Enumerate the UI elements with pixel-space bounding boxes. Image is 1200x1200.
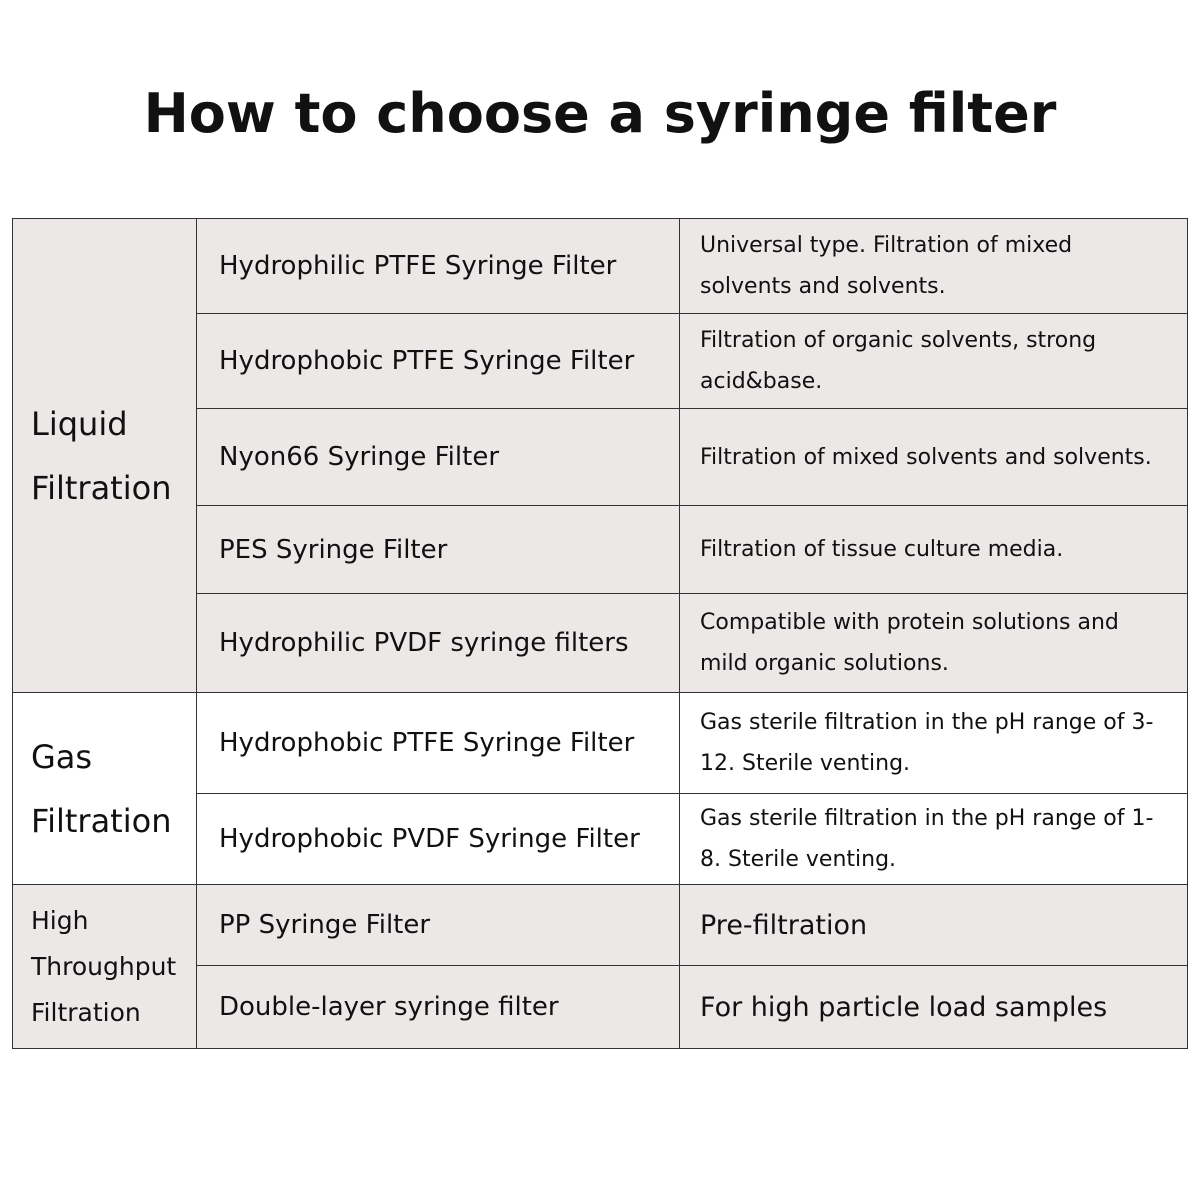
category-gas (12, 692, 197, 885)
filter-description: Compatible with protein solutions and mild organic solutions. (700, 610, 1119, 676)
filter-description-cell (679, 884, 1188, 966)
filter-name: Double-layer syringe filter (219, 992, 559, 1022)
filter-description-cell (679, 505, 1188, 594)
filter-name-cell (196, 965, 680, 1049)
filter-description-cell (679, 593, 1188, 693)
filter-description: Pre-filtration (700, 909, 868, 941)
filter-description: Filtration of mixed solvents and solvents. (700, 444, 1152, 470)
filter-name-cell (196, 793, 680, 885)
filter-description: Filtration of tissue culture media. (700, 537, 1064, 562)
filter-name-cell (196, 593, 680, 693)
filter-name-cell (196, 313, 680, 409)
filter-name-cell (196, 408, 680, 506)
filter-name-cell (196, 218, 680, 314)
filter-name: PP Syringe Filter (219, 910, 431, 940)
page-title: How to choose a syringe filter (143, 82, 1057, 145)
filter-name: Hydrophilic PVDF syringe filters (219, 628, 629, 658)
filter-name-cell (196, 505, 680, 594)
filter-name: Nyon66 Syringe Filter (219, 442, 500, 472)
filter-description: Universal type. Filtration of mixed solvents and solvents. (700, 233, 1073, 299)
filter-name: Hydrophobic PTFE Syringe Filter (219, 728, 635, 758)
filter-name: PES Syringe Filter (219, 534, 448, 565)
filter-description: Gas sterile filtration in the pH range of 3-12. Sterile venting. (700, 710, 1154, 776)
filter-description-cell (679, 408, 1188, 506)
filter-description: Gas sterile filtration in the pH range of 1-8. Sterile venting. (700, 806, 1154, 872)
filter-name: Hydrophobic PVDF Syringe Filter (219, 824, 640, 854)
filter-description: Filtration of organic solvents, strong acid&base. (700, 328, 1097, 394)
filter-description-cell (679, 692, 1188, 794)
filter-name-cell (196, 692, 680, 794)
filter-name: Hydrophilic PTFE Syringe Filter (219, 251, 617, 281)
category-high-throughput (12, 884, 197, 1049)
filter-description-cell (679, 313, 1188, 409)
category-label: High Throughput Filtration (31, 905, 177, 1027)
filter-description-cell (679, 218, 1188, 314)
filter-name: Hydrophobic PTFE Syringe Filter (219, 346, 635, 376)
category-label: Liquid Filtration (31, 404, 172, 507)
category-liquid (12, 218, 197, 693)
filter-description: For high particle load samples (700, 991, 1108, 1023)
filter-name-cell (196, 884, 680, 966)
filter-description-cell (679, 793, 1188, 885)
filter-description-cell (679, 965, 1188, 1049)
category-label: Gas Filtration (31, 737, 172, 840)
